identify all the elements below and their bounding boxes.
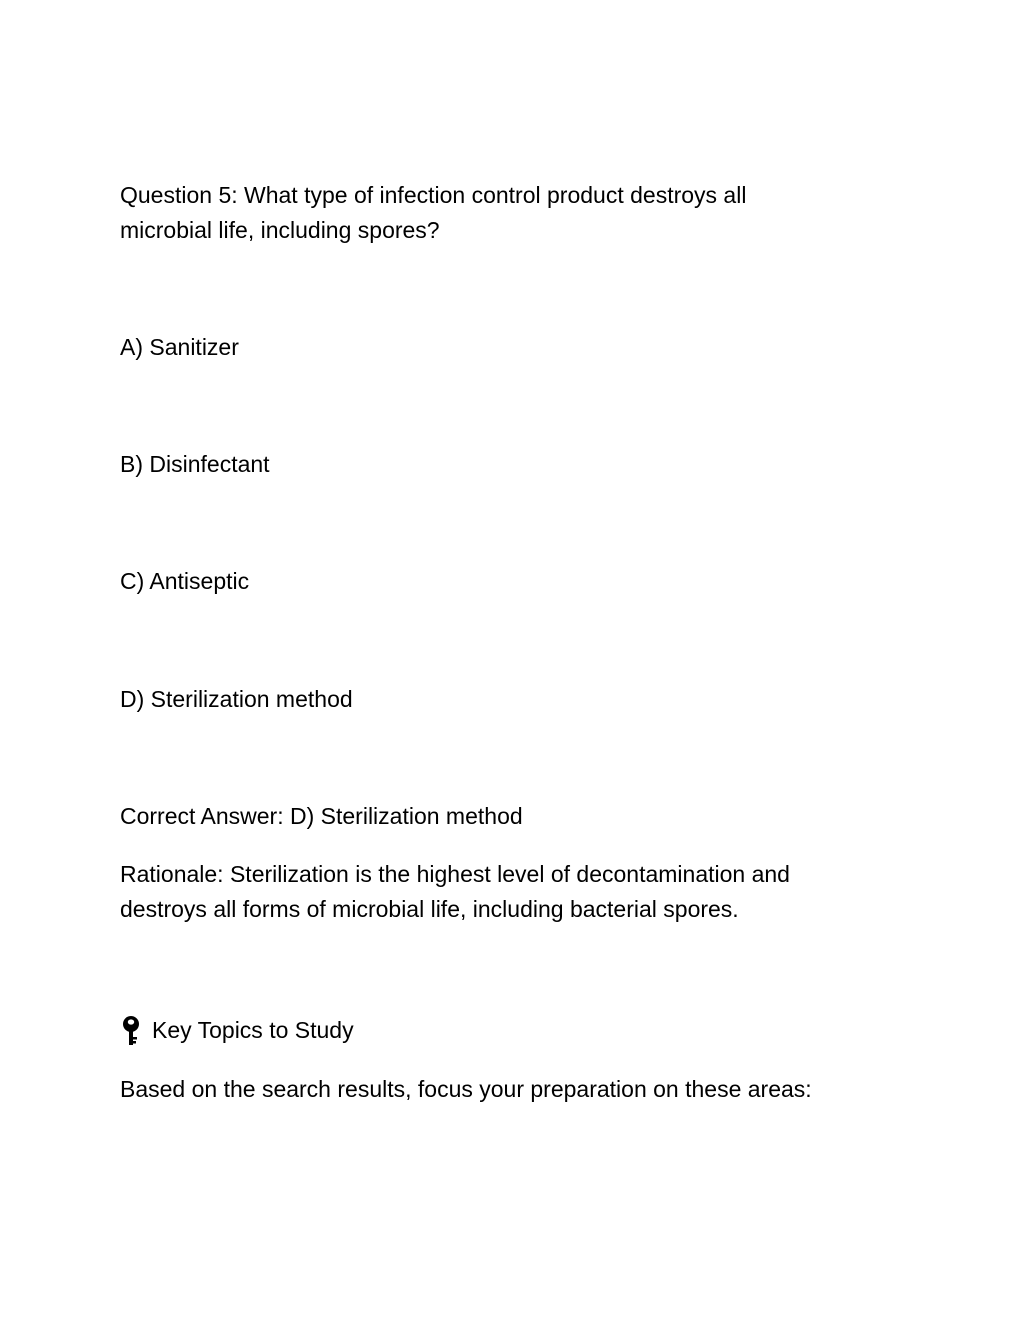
intro-text: Based on the search results, focus your preparation on these areas: — [120, 1076, 812, 1102]
option-b: B) Disinfectant — [120, 451, 270, 477]
key-icon — [120, 1015, 142, 1047]
rationale-text — [120, 857, 880, 927]
rationale-line-1: Rationale: Sterilization is the highest level of decontamination and — [120, 861, 790, 887]
question-line-1: Question 5: What type of infection control product destroys all — [120, 182, 747, 208]
key-topics-heading — [120, 1013, 354, 1048]
rationale-line-2: destroys all forms of microbial life, including bacterial spores. — [120, 896, 739, 922]
correct-answer: Correct Answer: D) Sterilization method — [120, 803, 523, 829]
option-d: D) Sterilization method — [120, 686, 353, 712]
option-a: A) Sanitizer — [120, 334, 239, 360]
question-line-2: microbial life, including spores? — [120, 217, 440, 243]
key-topics-label: Key Topics to Study — [152, 1017, 354, 1043]
option-c: C) Antiseptic — [120, 568, 250, 594]
question-text — [120, 178, 880, 248]
